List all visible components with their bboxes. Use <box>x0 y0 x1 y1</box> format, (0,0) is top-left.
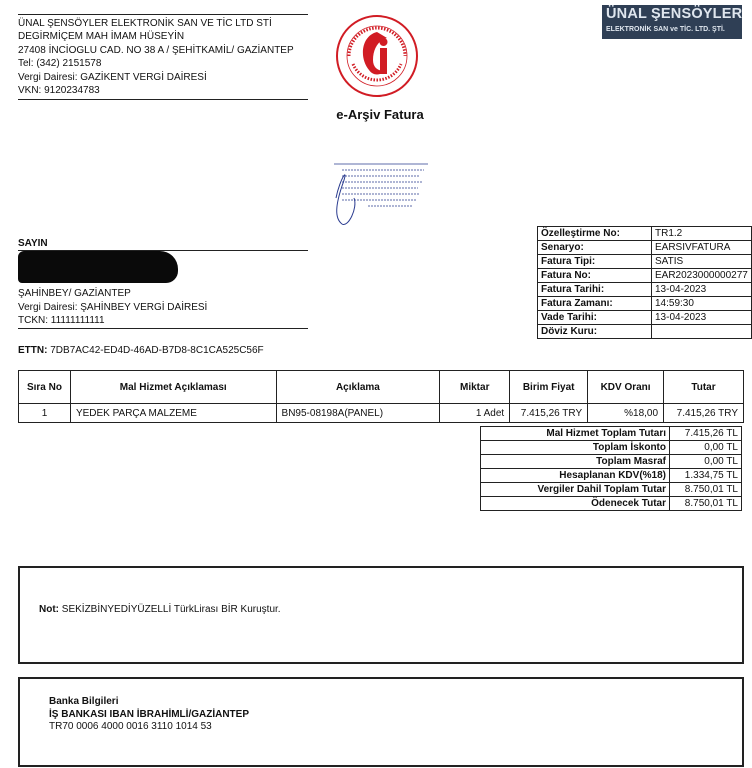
issuer-address-line-1: DEGİRMİÇEM MAH İMAM HÜSEYİN <box>18 31 185 43</box>
issuer-vkn: VKN: 9120234783 <box>18 85 100 97</box>
cell-miktar: 1 Adet <box>440 404 510 423</box>
meta-label: Özelleştirme No: <box>538 227 652 241</box>
customer-tckn: TCKN: 11111111111 <box>18 315 105 327</box>
ettn-label: ETTN: <box>18 345 48 356</box>
totals-row <box>481 427 742 441</box>
invoice-items-table <box>18 370 744 423</box>
column-header-aciklama: Açıklama <box>276 371 440 404</box>
note-label: Not: <box>39 604 59 615</box>
meta-row <box>538 241 752 255</box>
items-header-row <box>19 371 744 404</box>
table-row <box>19 404 744 423</box>
meta-value: 13-04-2023 <box>652 311 752 325</box>
ettn-value: 7DB7AC42-ED4D-46AD-B7D8-8C1CA525C56F <box>50 345 264 356</box>
bank-title: Banka Bilgileri <box>49 696 119 707</box>
totals-value: 0,00 TL <box>670 441 742 455</box>
cell-aciklama: BN95-08198A(PANEL) <box>276 404 440 423</box>
cell-tutar: 7.415,26 TRY <box>664 404 744 423</box>
meta-row <box>538 269 752 283</box>
note-text: SEKİZBİNYEDİYÜZELLİ TürkLirası BİR Kuruştur. <box>61 604 281 615</box>
customer-greeting: SAYIN <box>18 238 48 249</box>
meta-label: Fatura Tipi: <box>538 255 652 269</box>
meta-value: EARSIVFATURA <box>652 241 752 255</box>
column-header-kdv-orani: KDV Oranı <box>588 371 664 404</box>
meta-value: TR1.2 <box>652 227 752 241</box>
issuer-address-line-2: 27408 İNCİOGLU CAD. NO 38 A / ŞEHİTKAMİL/ GAZİANTEP <box>18 44 294 56</box>
totals-label: Toplam Masraf <box>481 455 670 469</box>
bank-iban: TR70 0006 4000 0016 3110 1014 53 <box>49 721 212 732</box>
note-box <box>18 566 744 664</box>
totals-label: Vergiler Dahil Toplam Tutar <box>481 483 670 497</box>
customer-address: ŞAHİNBEY/ GAZİANTEP <box>18 288 131 300</box>
totals-value: 8.750,01 TL <box>670 497 742 511</box>
meta-label: Döviz Kuru: <box>538 325 652 339</box>
column-header-mal-hizmet: Mal Hizmet Açıklaması <box>70 371 276 404</box>
cell-mal-hizmet: YEDEK PARÇA MALZEME <box>70 404 276 423</box>
totals-row <box>481 469 742 483</box>
totals-label: Mal Hizmet Toplam Tutarı <box>481 427 670 441</box>
bank-info-box <box>18 677 744 767</box>
meta-row <box>538 255 752 269</box>
meta-label: Fatura Zamanı: <box>538 297 652 311</box>
cell-sira-no: 1 <box>19 404 71 423</box>
meta-row <box>538 297 752 311</box>
gib-seal-logo <box>335 14 419 98</box>
meta-value: SATIS <box>652 255 752 269</box>
meta-row <box>538 227 752 241</box>
totals-value: 0,00 TL <box>670 455 742 469</box>
column-header-birim-fiyat: Birim Fiyat <box>510 371 588 404</box>
note-line <box>39 604 281 615</box>
issuer-bottom-rule <box>18 99 308 100</box>
redacted-customer-name <box>18 251 178 283</box>
column-header-tutar: Tutar <box>664 371 744 404</box>
totals-row <box>481 441 742 455</box>
bank-info <box>49 696 249 734</box>
issuer-name: ÜNAL ŞENSÖYLER ELEKTRONİK SAN VE TİC LTD STİ <box>18 18 272 29</box>
meta-row <box>538 325 752 339</box>
meta-row <box>538 311 752 325</box>
issuer-block <box>18 14 308 100</box>
brand-logo-line-1: ÜNAL ŞENSÖYLER <box>606 6 743 22</box>
meta-label: Fatura Tarihi: <box>538 283 652 297</box>
meta-value: 14:59:30 <box>652 297 752 311</box>
document-title: e-Arşiv Fatura <box>336 107 424 122</box>
totals-table <box>480 426 742 511</box>
totals-value: 1.334,75 TL <box>670 469 742 483</box>
brand-logo-line-2: ELEKTRONİK SAN ve TİC. LTD. ŞTİ. <box>606 26 725 33</box>
totals-row <box>481 497 742 511</box>
issuer-phone: Tel: (342) 2151578 <box>18 58 102 70</box>
issuer-tax-office: Vergi Dairesi: GAZİKENT VERGİ DAİRESİ <box>18 71 207 83</box>
meta-value: 13-04-2023 <box>652 283 752 297</box>
totals-label: Ödenecek Tutar <box>481 497 670 511</box>
column-header-miktar: Miktar <box>440 371 510 404</box>
company-stamp-signature <box>328 158 436 228</box>
customer-block <box>18 237 308 329</box>
meta-label: Senaryo: <box>538 241 652 255</box>
totals-row <box>481 483 742 497</box>
meta-label: Vade Tarihi: <box>538 311 652 325</box>
meta-row <box>538 283 752 297</box>
ettn-line <box>18 345 264 356</box>
totals-value: 7.415,26 TL <box>670 427 742 441</box>
customer-bottom-rule <box>18 328 308 329</box>
cell-birim-fiyat: 7.415,26 TRY <box>510 404 588 423</box>
meta-value <box>652 325 752 339</box>
invoice-meta-table <box>537 226 752 339</box>
meta-label: Fatura No: <box>538 269 652 283</box>
customer-tax-office: Vergi Dairesi: ŞAHİNBEY VERGİ DAİRESİ <box>18 301 208 313</box>
totals-label: Hesaplanan KDV(%18) <box>481 469 670 483</box>
totals-row <box>481 455 742 469</box>
cell-kdv-orani: %18,00 <box>588 404 664 423</box>
column-header-sira-no: Sıra No <box>19 371 71 404</box>
meta-value: EAR2023000000277 <box>652 269 752 283</box>
brand-logo <box>602 5 742 39</box>
bank-name: İŞ BANKASI IBAN İBRAHİMLİ/GAZİANTEP <box>49 708 249 720</box>
totals-value: 8.750,01 TL <box>670 483 742 497</box>
totals-label: Toplam İskonto <box>481 441 670 455</box>
